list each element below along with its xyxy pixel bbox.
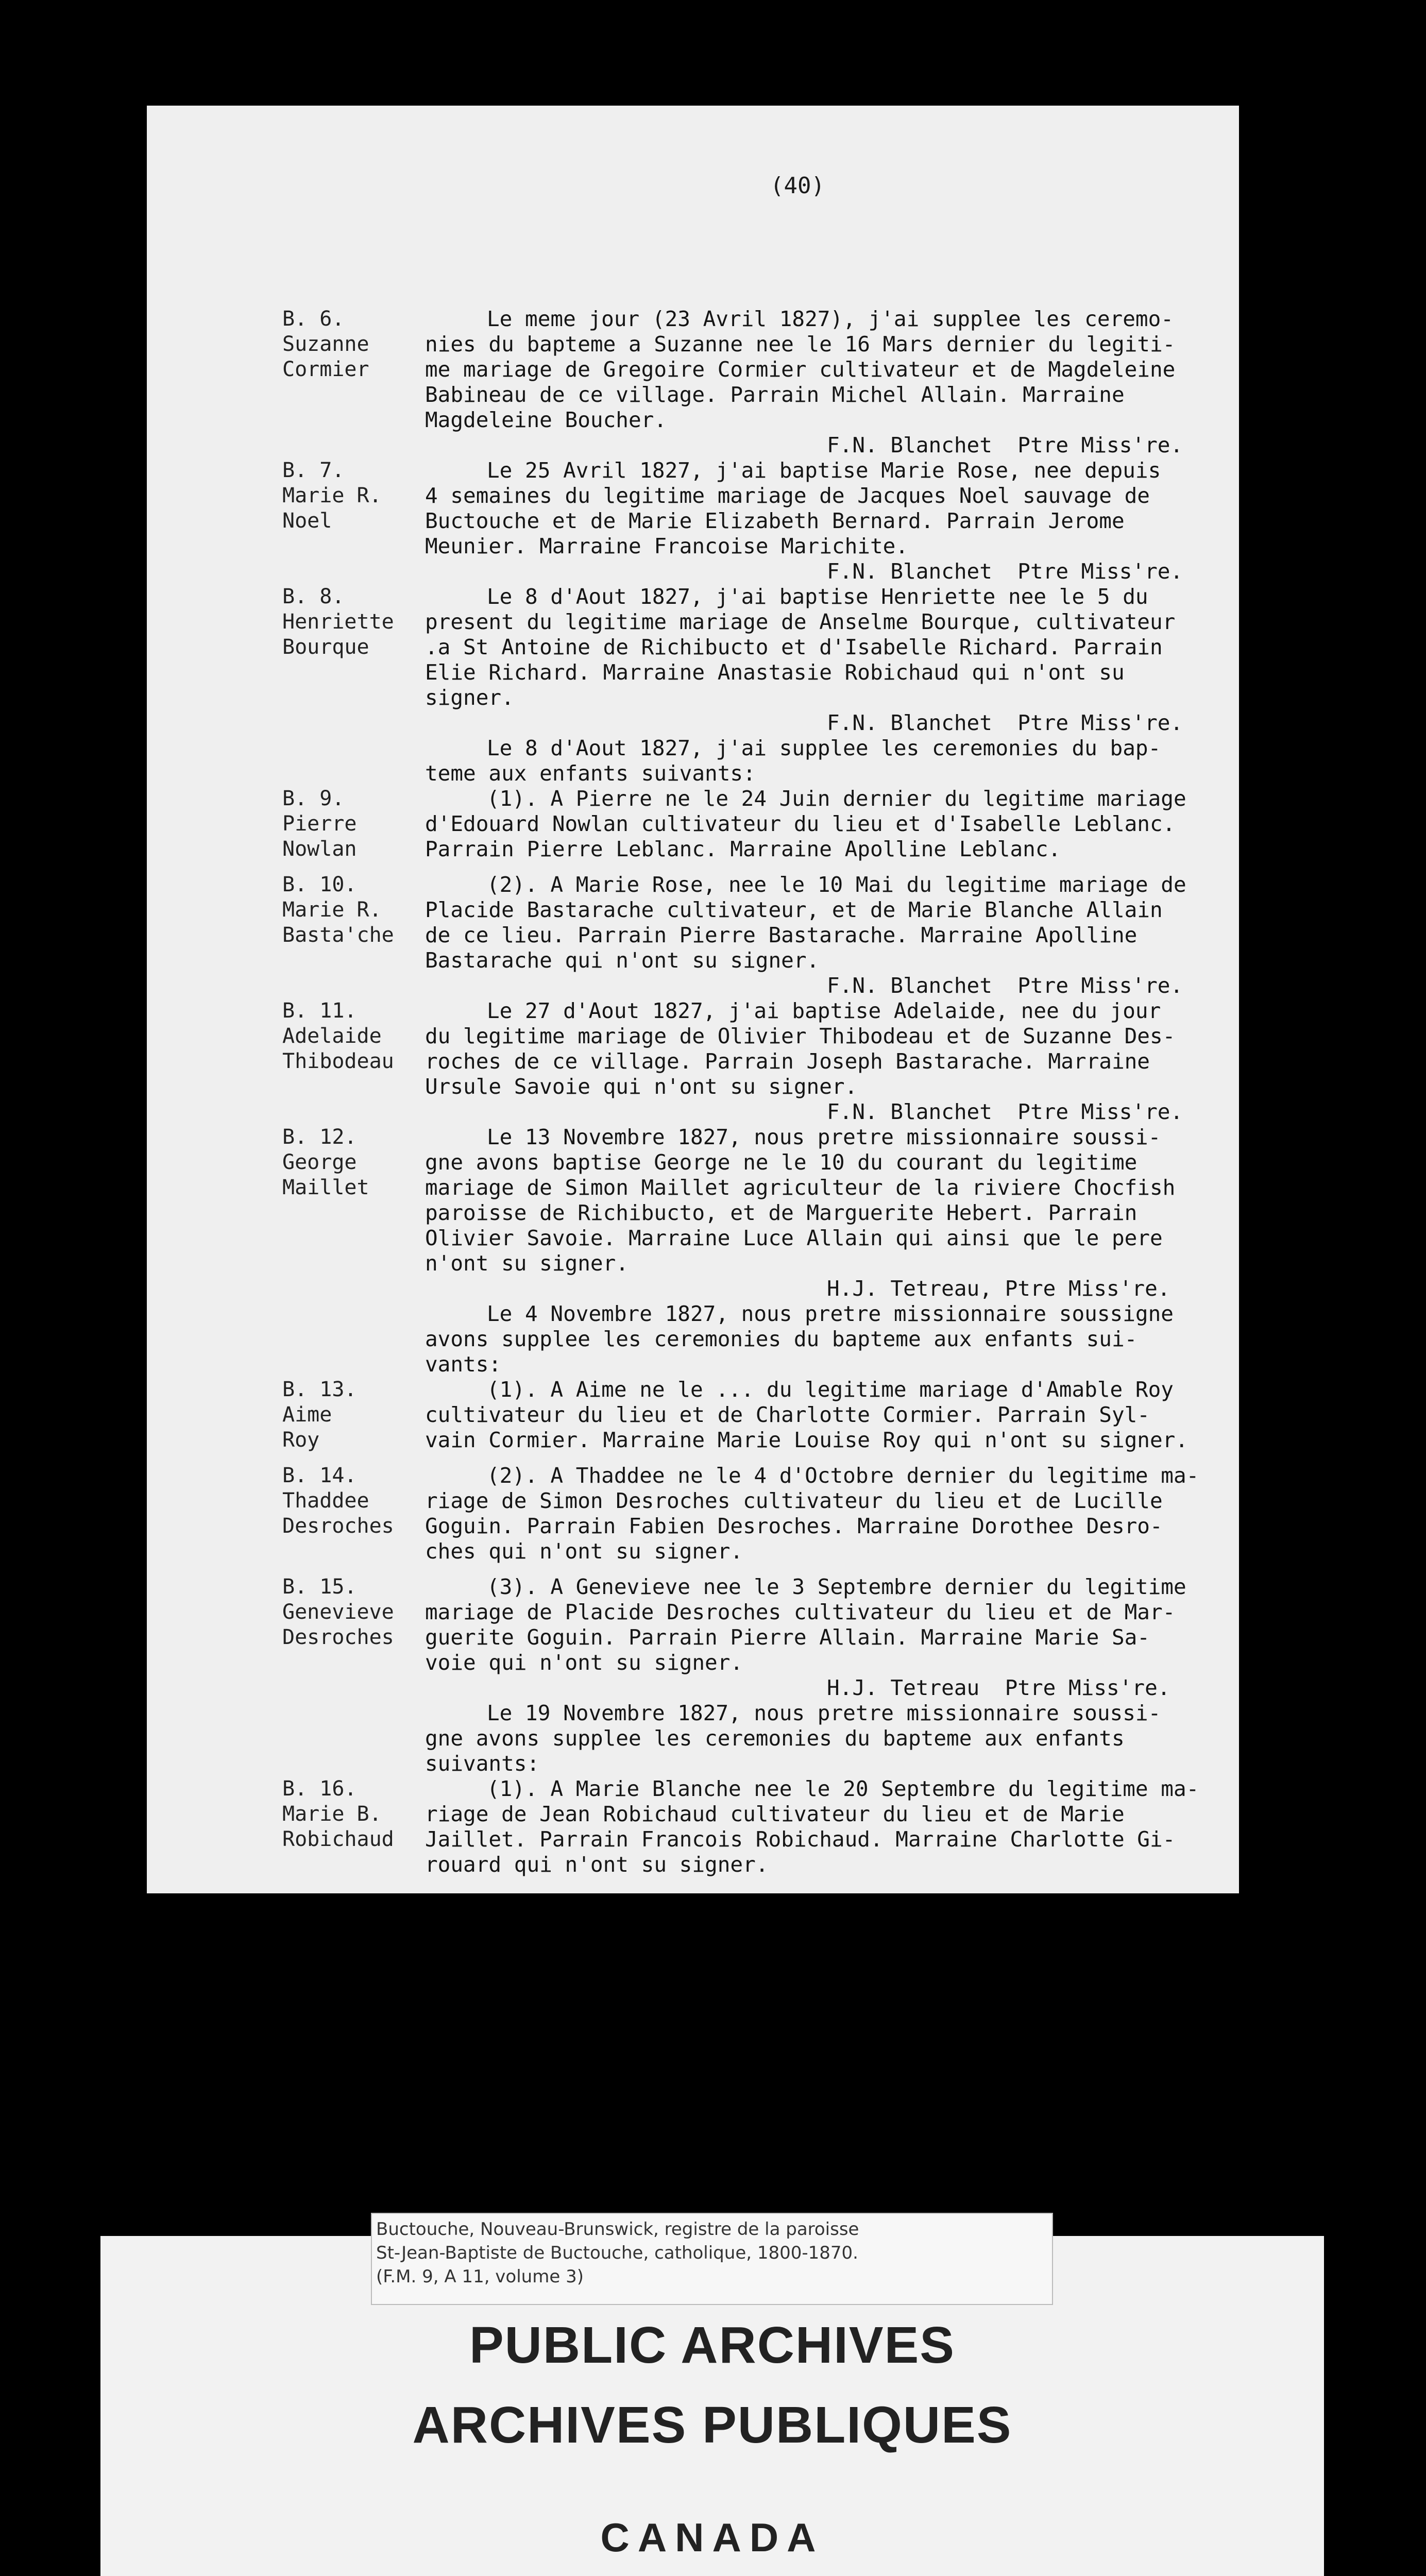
margin-note: B. 6. [282,307,345,331]
priest-signature: H.J. Tetreau, Ptre Miss're. [827,1276,1170,1301]
entry-line: guerite Goguin. Parrain Pierre Allain. Marraine Marie Sa- [425,1625,1150,1650]
entry-line: Jaillet. Parrain Francois Robichaud. Marraine Charlotte Gi- [425,1827,1176,1852]
entry-line: Le meme jour (23 Avril 1827), j'ai supplee les ceremo- [487,307,1174,331]
entry-line: nies du bapteme a Suzanne nee le 16 Mars dernier du legiti- [425,332,1176,357]
margin-note: B. 15. [282,1575,357,1599]
entry-line: (3). A Genevieve nee le 3 Septembre dernier du legitime [487,1574,1186,1599]
margin-note: Desroches [282,1514,394,1538]
entry-line: Goguin. Parrain Fabien Desroches. Marraine Dorothee Desro- [425,1514,1163,1538]
entry-line: (1). A Aime ne le ... du legitime mariage d'Amable Roy [487,1377,1174,1402]
entry-line: suivants: [425,1751,540,1776]
margin-note: B. 9. [282,787,345,810]
margin-note: Pierre [282,812,357,836]
entry-line: mariage de Simon Maillet agriculteur de la riviere Chocfish [425,1175,1176,1200]
margin-note: Roy [282,1428,320,1452]
entry-line: gne avons supplee les ceremonies du bapteme aux enfants [425,1726,1125,1751]
register-page [147,106,1239,1893]
margin-note: Genevieve [282,1600,394,1624]
entry-line: Buctouche et de Marie Elizabeth Bernard. Parrain Jerome [425,509,1125,533]
margin-note: B. 13. [282,1378,357,1401]
entry-line: riage de Jean Robichaud cultivateur du lieu et de Marie [425,1802,1125,1826]
margin-note: B. 11. [282,999,357,1023]
entry-line: 4 semaines du legitime mariage de Jacques Noel sauvage de [425,483,1150,508]
margin-note: Adelaide [282,1024,382,1048]
entry-line: Le 25 Avril 1827, j'ai baptise Marie Rose, nee depuis [487,458,1161,483]
entry-line: rouard qui n'ont su signer. [425,1852,769,1877]
entry-line: (1). A Pierre ne le 24 Juin dernier du legitime mariage [487,786,1186,811]
margin-note: Thibodeau [282,1049,394,1073]
source-slip [371,2213,1053,2305]
label-title-french: ARCHIVES PUBLIQUES [412,2396,1012,2454]
entry-line: Magdeleine Boucher. [425,408,667,432]
entry-line: Parrain Pierre Leblanc. Marraine Apolline Leblanc. [425,837,1061,861]
entry-line: mariage de Placide Desroches cultivateur du lieu et de Mar- [425,1600,1176,1624]
margin-note: Marie R. [282,898,382,922]
margin-note: B. 16. [282,1777,357,1801]
entry-line: du legitime mariage de Olivier Thibodeau et de Suzanne Des- [425,1024,1176,1048]
entry-line: paroisse de Richibucto, et de Marguerite Hebert. Parrain [425,1200,1138,1225]
entry-line: Placide Bastarache cultivateur, et de Marie Blanche Allain [425,897,1163,922]
entry-line: Olivier Savoie. Marraine Luce Allain qui ainsi que le pere [425,1226,1163,1250]
entry-line: cultivateur du lieu et de Charlotte Cormier. Parrain Syl- [425,1402,1150,1427]
margin-note: Thaddee [282,1489,369,1513]
margin-note: Marie B. [282,1802,382,1826]
entry-line: ches qui n'ont su signer. [425,1539,743,1564]
entry-line: Ursule Savoie qui n'ont su signer. [425,1074,858,1099]
margin-note: B. 14. [282,1464,357,1487]
margin-note: Noel [282,509,332,533]
entry-line: roches de ce village. Parrain Joseph Bastarache. Marraine [425,1049,1150,1074]
margin-note: Bourque [282,635,369,659]
label-country: CANADA [600,2515,824,2560]
margin-note: Basta'che [282,923,394,947]
entry-line: Babineau de ce village. Parrain Michel Allain. Marraine [425,382,1125,407]
priest-signature: F.N. Blanchet Ptre Miss're. [827,433,1183,457]
margin-note: Suzanne [282,332,369,356]
margin-note: Nowlan [282,837,357,861]
priest-signature: F.N. Blanchet Ptre Miss're. [827,559,1183,584]
entry-line: Le 8 d'Aout 1827, j'ai supplee les ceremonies du bap- [487,736,1161,760]
margin-note: B. 7. [282,459,345,482]
margin-note: Cormier [282,358,369,381]
entry-line: vain Cormier. Marraine Marie Louise Roy qui n'ont su signer. [425,1428,1189,1452]
margin-note: Henriette [282,610,394,634]
entry-line: n'ont su signer. [425,1251,629,1276]
entry-line: d'Edouard Nowlan cultivateur du lieu et d'Isabelle Leblanc. [425,811,1176,836]
entry-line: present du legitime mariage de Anselme Bourque, cultivateur [425,609,1176,634]
page-number: (40) [770,173,825,199]
margin-note: Robichaud [282,1827,394,1851]
margin-note: B. 12. [282,1125,357,1149]
entry-line: signer. [425,685,514,710]
margin-note: B. 10. [282,873,357,896]
margin-note: Marie R. [282,484,382,507]
priest-signature: H.J. Tetreau Ptre Miss're. [827,1675,1170,1700]
priest-signature: F.N. Blanchet Ptre Miss're. [827,1099,1183,1124]
archives-label-card [100,2219,1324,2576]
entry-line: Elie Richard. Marraine Anastasie Robichaud qui n'ont su [425,660,1125,685]
margin-note: Maillet [282,1176,369,1199]
entry-line: Le 19 Novembre 1827, nous pretre missionnaire soussi- [487,1701,1161,1725]
entry-line: vants: [425,1352,502,1377]
entry-line: Le 4 Novembre 1827, nous pretre missionnaire soussigne [487,1301,1174,1326]
priest-signature: F.N. Blanchet Ptre Miss're. [827,710,1183,735]
entry-line: (1). A Marie Blanche nee le 20 Septembre du legitime ma- [487,1776,1199,1801]
slip-line: St-Jean-Baptiste de Buctouche, catholique, 1800-1870. [376,2243,858,2263]
slip-line: Buctouche, Nouveau-Brunswick, registre de la paroisse [376,2219,859,2240]
margin-note: Desroches [282,1625,394,1649]
entry-line: Le 27 d'Aout 1827, j'ai baptise Adelaide, nee du jour [487,998,1161,1023]
entry-line: gne avons baptise George ne le 10 du courant du legitime [425,1150,1138,1175]
entry-line: (2). A Thaddee ne le 4 d'Octobre dernier du legitime ma- [487,1463,1199,1488]
slip-line: (F.M. 9, A 11, volume 3) [376,2266,584,2287]
entry-line: teme aux enfants suivants: [425,761,756,786]
entry-line: de ce lieu. Parrain Pierre Bastarache. Marraine Apolline [425,923,1138,947]
entry-line: Le 13 Novembre 1827, nous pretre missionnaire soussi- [487,1125,1161,1149]
entry-line: (2). A Marie Rose, nee le 10 Mai du legitime mariage de [487,872,1186,897]
entry-line: Le 8 d'Aout 1827, j'ai baptise Henriette nee le 5 du [487,584,1148,609]
margin-note: B. 8. [282,585,345,608]
entry-line: .a St Antoine de Richibucto et d'Isabelle Richard. Parrain [425,635,1163,659]
margin-note: Aime [282,1403,332,1427]
entry-line: Bastarache qui n'ont su signer. [425,948,820,973]
entry-line: me mariage de Gregoire Cormier cultivateur et de Magdeleine [425,357,1176,382]
entry-line: riage de Simon Desroches cultivateur du lieu et de Lucille [425,1488,1163,1513]
priest-signature: F.N. Blanchet Ptre Miss're. [827,973,1183,998]
entry-line: avons supplee les ceremonies du bapteme aux enfants sui- [425,1327,1138,1351]
entry-line: voie qui n'ont su signer. [425,1650,743,1675]
entry-line: Meunier. Marraine Francoise Marichite. [425,534,908,558]
margin-note: George [282,1150,357,1174]
label-title-english: PUBLIC ARCHIVES [469,2316,956,2374]
